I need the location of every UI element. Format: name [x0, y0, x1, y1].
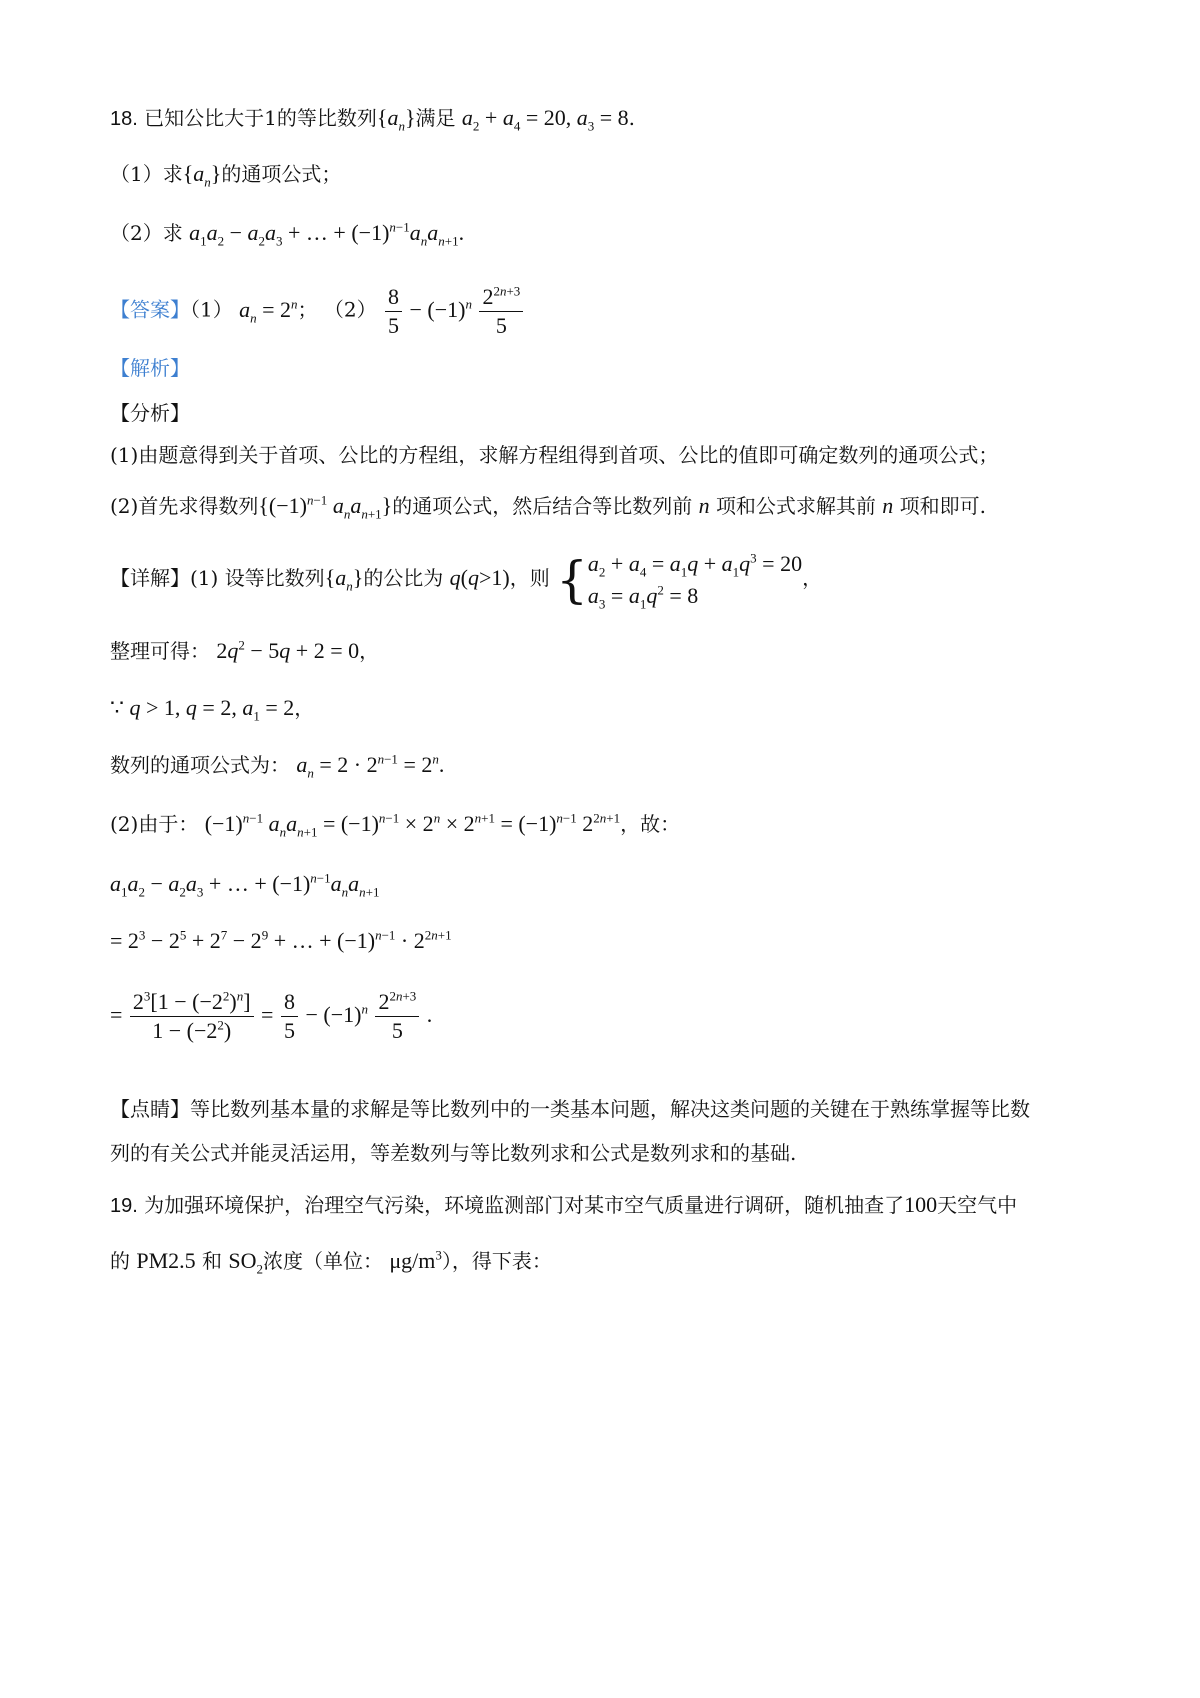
q19-line1-a: 为加强环境保护，治理空气污染，环境监测部门对某市空气质量进行调研，随机抽查了 — [144, 1193, 905, 1217]
math-sum-result: = $\frac{2^3[1 - (-2^2)^n]}{1 - (-2^2)}$ = $\frac{8}{5}$ − $(-1)^n$ $\frac{2^{2n+3}}{5}$ . — [110, 988, 433, 1044]
math-sum-lhs: $a_1a_2 - a_2a_3$ + … + $(-1)^{n-1}a_na_{n+1}$ — [110, 870, 380, 900]
math-seq-an-3: $\{a_n\}$ — [324, 564, 364, 594]
math-n-2: n — [882, 493, 894, 518]
analysis-line2-c: 项和公式求解其前 — [715, 494, 876, 518]
detail-line8 — [110, 990, 432, 1043]
q18-part2-text: 求 — [162, 221, 183, 245]
fenxi-tag: 【分析】 — [110, 401, 190, 425]
q18-stem-text: 已知公比大于1的等比数列 — [144, 106, 377, 130]
analysis-line2-d: 项和即可. — [899, 494, 987, 518]
detail-line4 — [110, 751, 445, 781]
detail-l5-a: (2)由于： — [110, 812, 199, 836]
math-term-expand: $(-1)^{n-1}$ $a_na_{n+1} = (-1)^{n-1} \times 2^n \times 2^{n+1} = (-1)^{n-1}$ $2^{2n+1}$ — [204, 810, 621, 840]
q19-line2-c: 浓度（单位： — [263, 1249, 383, 1273]
q19-number: 19. — [110, 1195, 138, 1217]
analysis-tag: 【解析】 — [110, 356, 190, 380]
detail-line2 — [110, 637, 380, 663]
detail-l2-end: ， — [359, 639, 380, 663]
detail-l1-a: (1) 设等比数列 — [190, 565, 325, 590]
q19-pm: PM2.5 — [136, 1248, 196, 1273]
detail-tag: 【详解】 — [110, 565, 190, 590]
math-seq-alt: {$(-1)^{n-1}$ $a_na_{n+1}$} — [258, 492, 393, 522]
detail-line5 — [110, 810, 681, 840]
detail-line7 — [110, 927, 452, 953]
q18-stem-end: . — [628, 106, 636, 130]
math-n-1: n — [698, 493, 710, 518]
analysis-line2-a: (2)首先求得数列 — [110, 494, 259, 518]
q18-stem — [110, 105, 636, 134]
analysis-line1: (1)由题意得到关于首项、公比的方程组，求解方程组得到首项、公比的值即可确定数列的通项公式； — [110, 443, 999, 467]
dianjing-line2: 列的有关公式并能灵活运用，等差数列与等比数列求和公式是数列求和的基础. — [110, 1141, 797, 1165]
math-alt-sum: $a_1a_2 - a_2a_3$ + … + $(-1)^{n-1}a_na_{n+1}$. — [189, 219, 465, 249]
q19-line1-b: 天空气中 — [937, 1193, 1018, 1217]
math-q: q(q>1) — [449, 564, 510, 590]
detail-l1-b: 的公比为 — [363, 565, 444, 590]
math-general-term: $a_n = 2 \cdot 2^{n-1} = 2^n$. — [296, 751, 445, 781]
answer-sep: ； — [297, 297, 318, 322]
detail-l4-a: 数列的通项公式为： — [110, 753, 290, 777]
q18-part1-label: （1） — [110, 162, 163, 186]
q18-part1-tail: 的通项公式； — [221, 162, 342, 186]
q18-part1 — [110, 161, 342, 190]
math-sum-expand: = $2^3 - 2^5 + 2^7 - 2^9$ + … + $(-1)^{n-1} \cdot 2^{2n+1}$ — [110, 927, 452, 953]
math-seq-an: $\{a_n\}$ — [376, 105, 416, 134]
analysis-line2-b: 的通项公式，然后结合等比数列前 — [392, 494, 693, 518]
math-unit: $\mu g/m^3$ — [389, 1247, 442, 1273]
dianjing-tag: 【点睛】 — [110, 1097, 190, 1121]
answer-line — [110, 285, 525, 338]
answer-p2: （2） — [323, 297, 377, 322]
analysis-line2 — [110, 492, 987, 522]
q19-line2-a: 的 — [110, 1249, 130, 1273]
math-system: { $a_2 + a_4 = a_1q + a_1q^3 = 20$ $a_3 = a_1q^2 = 8$ — [556, 550, 803, 612]
answer-p1: （1） — [190, 297, 233, 322]
math-answer2: $\frac{8}{5}$ − $(-1)^n$ $\frac{2^{2n+3}}{5}$ — [383, 297, 525, 322]
detail-line1 — [110, 548, 822, 612]
dianjing-line1 — [110, 1099, 1030, 1119]
q19-line2-d: ），得下表： — [441, 1249, 552, 1273]
math-solution: ∵ q > 1, q = 2, $a_1 = 2$ — [110, 695, 295, 724]
q19-line2-b: 和 — [202, 1249, 223, 1273]
detail-l3-end: ， — [294, 696, 315, 720]
dianjing-text-1: 等比数列基本量的求解是等比数列中的一类基本问题，解决这类问题的关键在于熟练掌握等比数 — [190, 1097, 1030, 1121]
math-so2: $SO_2$ — [228, 1248, 263, 1277]
math-seq-an-2: $\{a_n\}$ — [182, 161, 222, 190]
math-condition: $a_2 + a_4 = 20$, $a_3 = 8$ — [461, 105, 629, 134]
q18-part2 — [110, 219, 465, 249]
q18-cond-pre: 满足 — [415, 106, 456, 130]
math-answer1: $a_n = 2^n$ — [239, 296, 298, 326]
math-quadratic: $2q^2 - 5q + 2 = 0$ — [216, 637, 360, 663]
q18-number: 18. — [110, 108, 138, 130]
answer-tag: 【答案】 — [110, 297, 190, 322]
detail-l5-end: ，故： — [620, 812, 681, 836]
q19-line2 — [110, 1247, 552, 1277]
detail-l2-a: 整理可得： — [110, 639, 210, 663]
q18-part2-label: （2） — [110, 221, 163, 245]
q19-line1 — [110, 1194, 1017, 1216]
q18-part1-text: 求 — [162, 162, 183, 186]
detail-line3 — [110, 695, 315, 724]
detail-l1-c: ，则 — [509, 565, 550, 590]
detail-l1-end: ， — [802, 565, 823, 590]
q19-days: 100 — [904, 1192, 938, 1217]
detail-line6 — [110, 870, 380, 900]
